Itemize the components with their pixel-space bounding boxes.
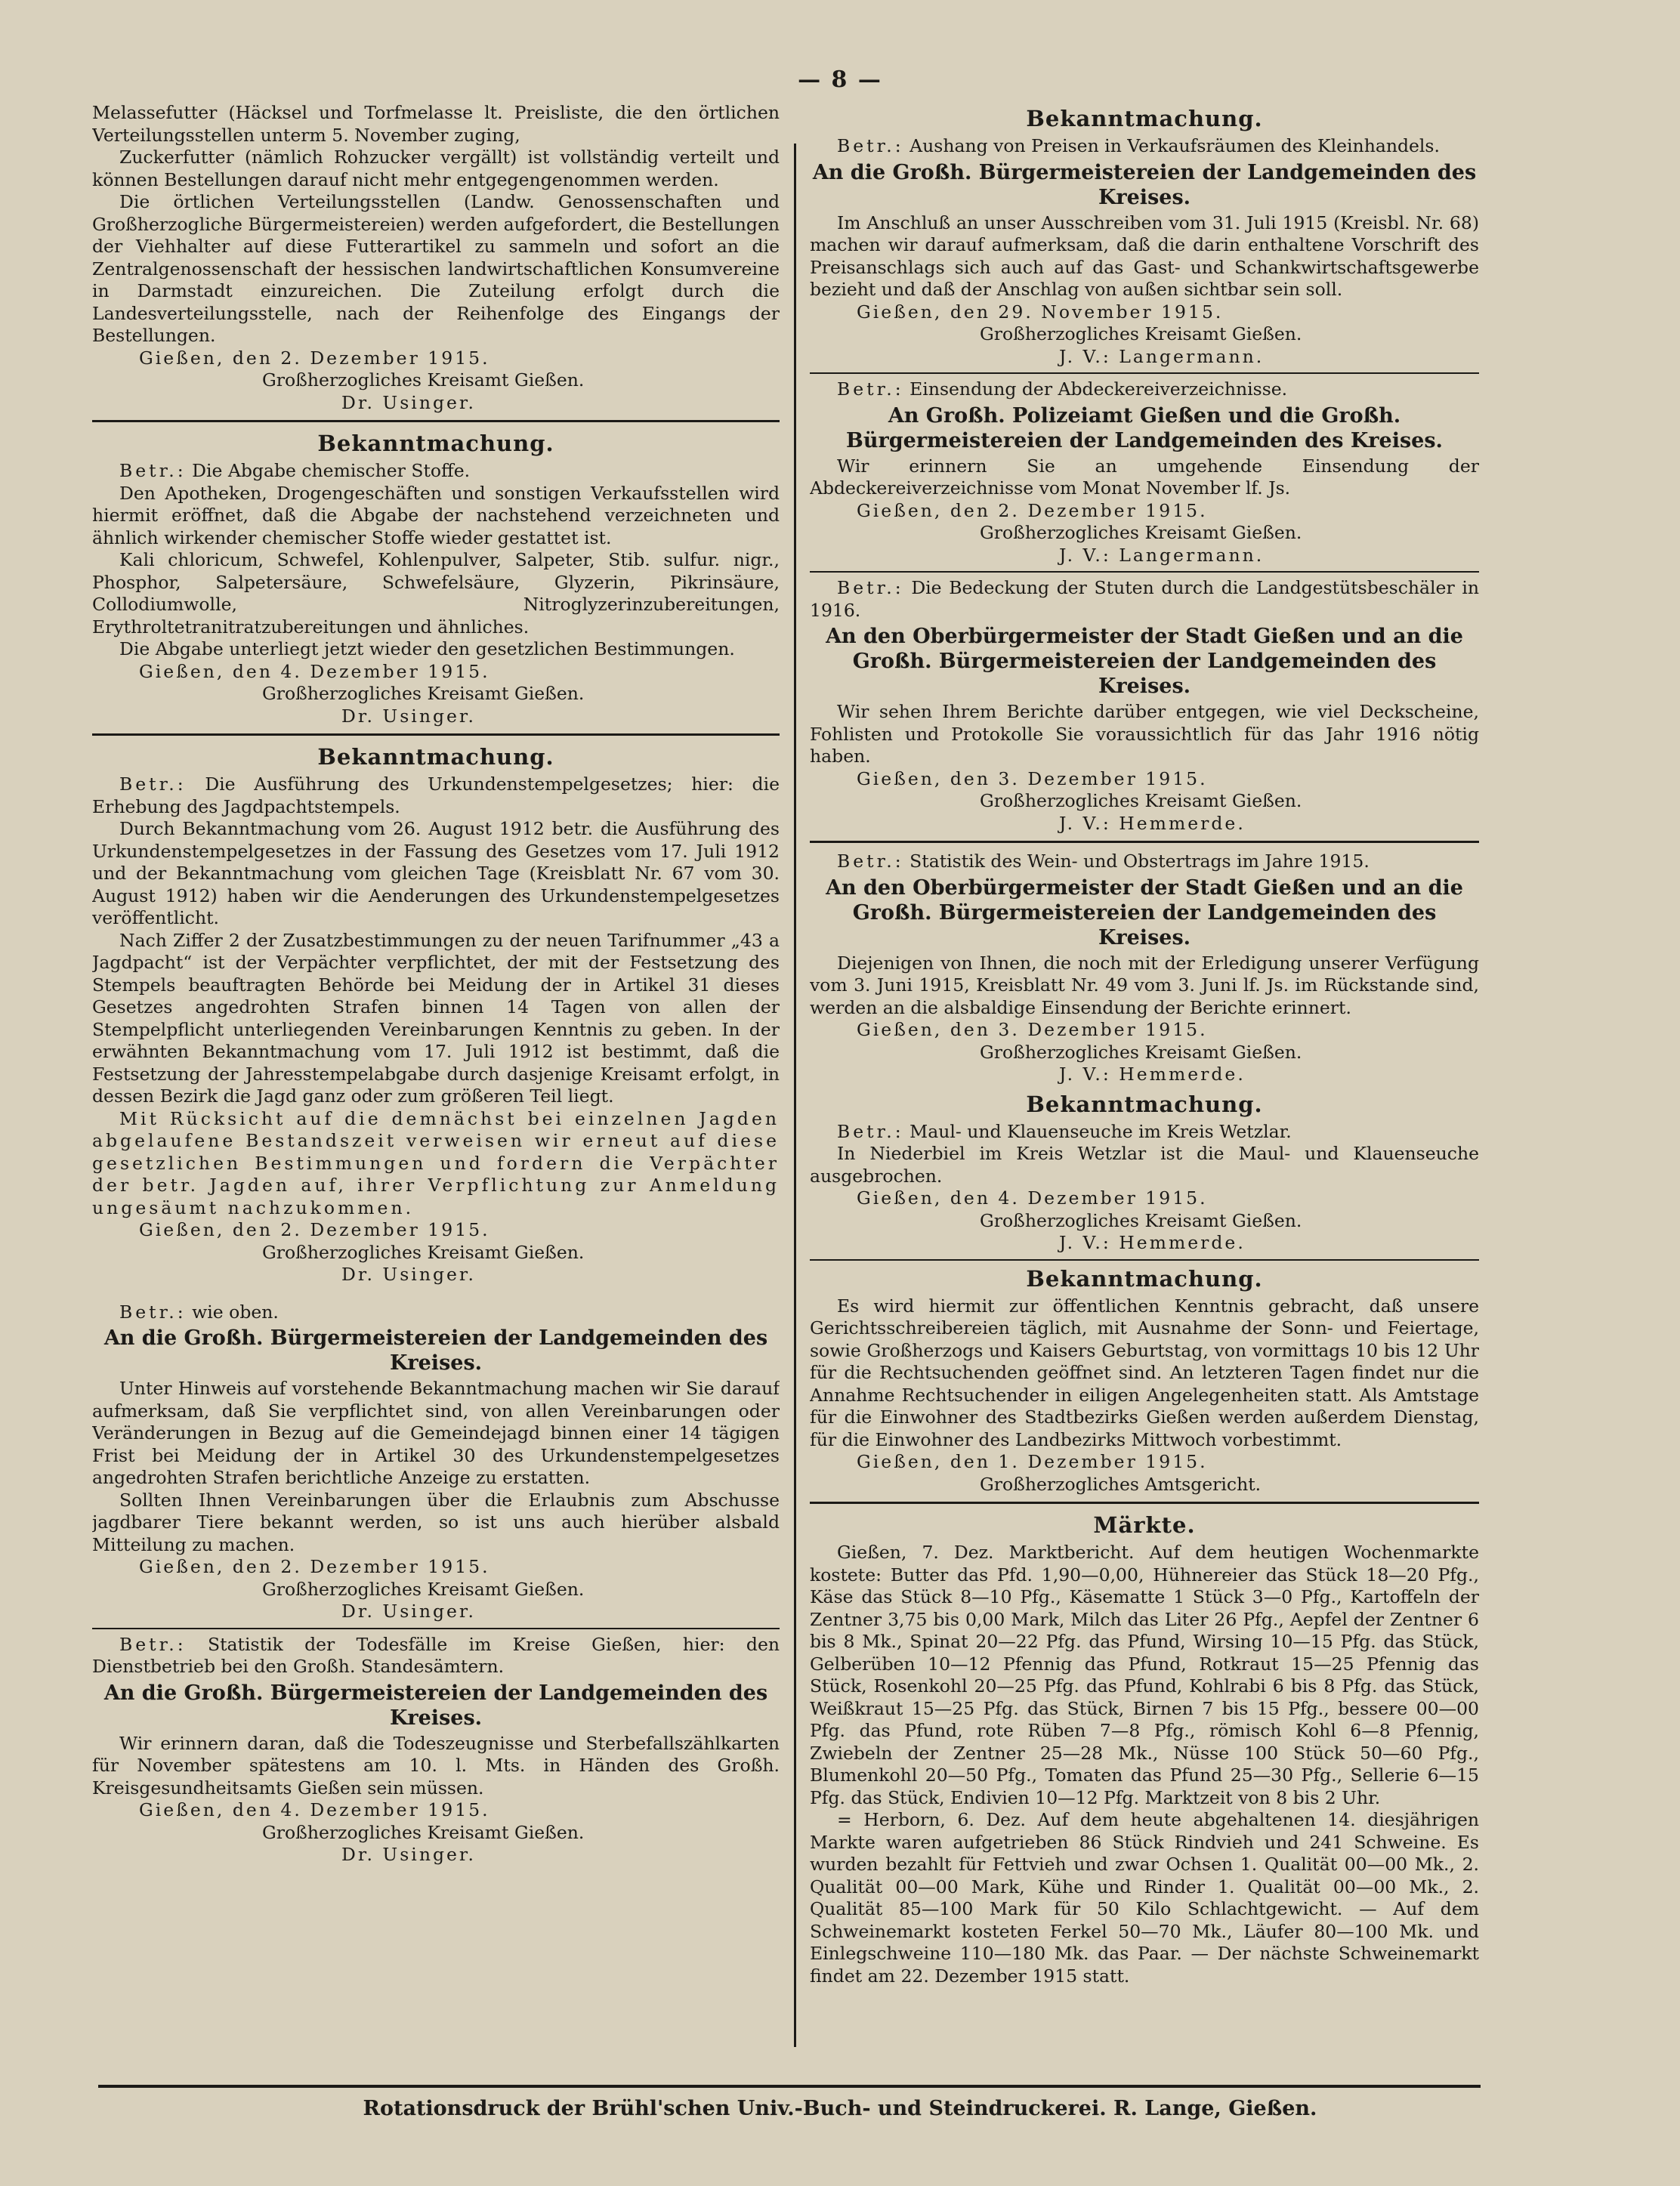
notice-subject: Betr.: Die Ausführung des Urkundenstempelgesetzes; hier: die Erhebung des Jagdpachtstempels.: [92, 773, 780, 817]
notice-paragraph: Diejenigen von Ihnen, die noch mit der Erledigung unserer Verfügung vom 3. Juni 1915, Kreisblatt Nr. 49 vom 3. Juni lf. Js. im Rückstande sind, werden an die alsbaldige Einsendung der Berichte erinnert.: [810, 952, 1479, 1018]
notice-paragraph: Die Abgabe unterliegt jetzt wieder den gesetzlichen Bestimmungen.: [119, 638, 735, 659]
notice-date: Gießen, den 4. Dezember 1915.: [139, 1799, 490, 1820]
notice-addressee: An den Oberbürgermeister der Stadt Gießen und an die Großh. Bürgermeistereien der Landgemeinden des Kreises.: [826, 875, 1463, 949]
notice-office: Großherzogliches Kreisamt Gießen.: [980, 323, 1302, 344]
notice-heading: Bekanntmachung.: [1026, 1091, 1263, 1117]
notice-foot-mouth: [810, 1091, 1479, 1255]
notice-signer: Dr. Usinger.: [341, 391, 477, 413]
notice-office: Großherzogliches Kreisamt Gießen.: [262, 1578, 585, 1600]
notice-subject: Betr.: Maul- und Klauenseuche im Kreis Wetzlar.: [837, 1120, 1292, 1142]
divider: [810, 1259, 1479, 1261]
notice-signer: J. V.: Hemmerde.: [1059, 1232, 1246, 1253]
notice-subject: Betr.: Statistik des Wein- und Obstertrags im Jahre 1915.: [837, 851, 1370, 872]
notice-date: Gießen, den 3. Dezember 1915.: [857, 1019, 1208, 1040]
divider: [810, 571, 1479, 573]
notice-signer: Dr. Usinger.: [341, 1264, 477, 1285]
market-section: [810, 1511, 1479, 1987]
printer-imprint: Rotationsdruck der Brühl'schen Univ.-Buch- und Steindruckerei. R. Lange, Gießen.: [363, 2097, 1317, 2120]
notice-heading: Bekanntmachung.: [317, 431, 554, 456]
notice-hunting-agreements: [92, 1301, 780, 1623]
divider: [92, 733, 780, 736]
notice-signer: J. V.: Langermann.: [1059, 544, 1265, 566]
notice-date: Gießen, den 2. Dezember 1915.: [857, 499, 1208, 521]
notice-heading: Bekanntmachung.: [317, 744, 554, 770]
notice-death-statistics: [92, 1634, 780, 1866]
notice-office: Großherzogliches Kreisamt Gießen.: [262, 1821, 585, 1843]
notice-paragraph: Wir erinnern Sie an umgehende Einsendung der Abdeckereiverzeichnisse vom Monat November lf. Js.: [810, 455, 1479, 499]
notice-paragraph: Durch Bekanntmachung vom 26. August 1912 betr. die Ausführung des Urkundenstempelgesetzes in der Fassung des Gesetzes vom 17. Juli 1912 und der Bekanntmachung vom gleichen Tage (Kreisblatt Nr. 67 vom 30. August 1912) haben wir die Aenderungen des Urkundenstempelgesetzes veröffentlicht.: [92, 818, 780, 928]
notice-paragraph: Nach Ziffer 2 der Zusatzbestimmungen zu der neuen Tarifnummer „43 a Jagdpacht“ ist der Verpächter verpflichtet, der mit der Festsetzung des Stempels beauftragten Behörde bei Meidung der in Artikel 31 dieses Gesetzes angedrohten Strafen binnen 14 Tagen von allen der Stempelpflicht unterliegenden Vereinbarungen Kenntnis zu geben. In der erwähnten Bekanntmachung vom 17. Juli 1912 ist bestimmt, daß die Festsetzung der Jahresstempelabgabe durch dasjenige Kreisamt erfolgt, in dessen Bezirk die Jagd ganz oder zum größeren Teil liegt.: [92, 929, 780, 1107]
notice-paragraph: Den Apotheken, Drogengeschäften und sonstigen Verkaufsstellen wird hiermit eröffnet, daß die Abgabe der nachstehend verzeichneten und ähnlich wirkender chemischer Stoffe wieder gestattet ist.: [92, 482, 780, 548]
notice-date: Gießen, den 2. Dezember 1915.: [139, 1556, 490, 1577]
market-report-herborn: = Herborn, 6. Dez. Auf dem heute abgehaltenen 14. diesjährigen Markte waren aufgetrieben 86 Stück Rindvieh und 241 Schweine. Es wurden bezahlt für Fettvieh und zwar Ochsen 1. Qualität 00—00 Mk., 2. Qualität 00—00 Mark, Kühe und Rinder 1. Qualität 00—00 Mk., 2. Qualität 85—100 Mark für 50 Kilo Schlachtgewicht. — Auf dem Schweinemarkt kosteten Ferkel 50—70 Mk., Läufer 80—100 Mk. und Einlegschweine 110—180 Mk. das Paar. — Der nächste Schweinemarkt findet am 22. Dezember 1915 statt.: [810, 1809, 1479, 1987]
divider: [92, 1628, 780, 1629]
notice-addressee: An die Großh. Bürgermeistereien der Landgemeinden des Kreises.: [103, 1681, 768, 1730]
notice-subject: Betr.: Statistik der Todesfälle im Kreise Gießen, hier: den Dienstbetrieb bei den Großh. Standesämtern.: [92, 1633, 780, 1677]
notice-office: Großherzogliches Kreisamt Gießen.: [980, 522, 1302, 543]
notice-addressee: An Großh. Polizeiamt Gießen und die Großh. Bürgermeistereien der Landgemeinden des Kreises.: [846, 403, 1443, 452]
fodder-line-3: Die örtlichen Verteilungsstellen (Landw. Genossenschaften und Großherzogliche Bürgermeistereien) werden aufgefordert, die Bestellungen der Viehhalter auf diese Futterartikel zu sammeln und sofort an die Zentralgenossenschaft der hessischen landwirtschaftlichen Konsumvereine in Darmstadt einzureichen. Die Zuteilung erfolgt durch die Landesverteilungsstelle, nach der Reihenfolge des Eingangs der Bestellungen.: [92, 191, 780, 346]
notice-chemicals: [92, 430, 780, 727]
notice-date: Gießen, den 4. Dezember 1915.: [139, 660, 490, 682]
divider: [810, 1502, 1479, 1504]
notice-paragraph: Unter Hinweis auf vorstehende Bekanntmachung machen wir Sie darauf aufmerksam, daß Sie verpflichtet sind, von allen Vereinbarungen oder Veränderungen in Bezug auf die Gemeindejagd binnen einer 14 tägigen Frist bei Meidung der in Artikel 30 des Urkundenstempelgesetzes angedrohten Strafen berichtliche Anzeige zu erstatten.: [92, 1378, 780, 1488]
notice-office: Großherzogliches Kreisamt Gießen.: [980, 790, 1302, 811]
right-column: [810, 102, 1479, 2058]
divider: [92, 420, 780, 422]
notice-office: Großherzogliches Kreisamt Gießen.: [980, 1209, 1302, 1231]
market-heading: Märkte.: [1093, 1512, 1196, 1538]
divider: [810, 372, 1479, 374]
notice-heading: Bekanntmachung.: [1026, 1265, 1263, 1292]
notice-subject: Betr.: Aushang von Preisen in Verkaufsräumen des Kleinhandels.: [837, 135, 1440, 156]
notice-subject: Betr.: Einsendung der Abdeckereiverzeichnisse.: [837, 378, 1288, 400]
notice-signer: J. V.: Langermann.: [1059, 345, 1265, 367]
market-report-giessen: Gießen, 7. Dez. Marktbericht. Auf dem heutigen Wochenmarkte kostete: Butter das Pfd. 1,90—0,00, Hühnereier das Stück 18—20 Pfg., Käse das Stück 8—10 Pfg., Käsematte 1 Stück 3—0 Pfg., Kartoffeln der Zentner 3,75 bis 0,00 Mark, Milch das Liter 26 Pfg., Aepfel der Zentner 6 bis 8 Mk., Spinat 20—22 Pfg. das Pfund, Wirsing 10—15 Pfg. das Stück, Gelberüben 10—12 Pfennig das Pfund, Rotkraut 15—25 Pfennig das Stück, Rosenkohl 20—25 Pfg. das Pfund, Kohlrabi 6 bis 8 Pfg. das Stück, Weißkraut 15—25 Pfg. das Stück, Birnen 7 bis 15 Pfg., bessere 00—00 Pfg. das Pfund, rote Rüben 7—8 Pfg., römisch Kohl 6—8 Pfennig, Zwiebeln der Zentner 25—28 Mk., Nüsse 100 Stück 50—60 Pfg., Blumenkohl 20—50 Pfg., Tomaten das Pfund 25—30 Pfg., Sellerie 6—15 Pfg. das Stück, Endivien 10—12 Pfg. Marktzeit von 8 bis 2 Uhr.: [810, 1542, 1479, 1808]
notice-paragraph: Es wird hiermit zur öffentlichen Kenntnis gebracht, daß unsere Gerichtsschreibereien täglich, mit Ausnahme der Sonn- und Feiertage, sowie Großherzogs und Kaisers Geburtstag, von vormittags 10 bis 12 Uhr für die Rechtsuchenden geöffnet sind. An letzteren Tagen findet nur die Annahme Rechtsuchender in eiligen Angelegenheiten statt. Als Amtstage für die Einwohner des Stadtbezirks Gießen werden außerdem Dienstag, für die Einwohner des Landbezirks Mittwoch vorbestimmt.: [810, 1295, 1479, 1450]
notice-date: Gießen, den 2. Dezember 1915.: [139, 1219, 490, 1240]
notice-stallions: [810, 577, 1479, 835]
notice-addressee: An die Großh. Bürgermeistereien der Landgemeinden des Kreises.: [812, 160, 1477, 209]
notice-heading: Bekanntmachung.: [1026, 106, 1263, 131]
notice-subject: Betr.: Die Abgabe chemischer Stoffe.: [119, 460, 471, 481]
notice-paragraph: Im Anschluß an unser Ausschreiben vom 31. Juli 1915 (Kreisbl. Nr. 68) machen wir darauf aufmerksam, daß die darin enthaltene Vorschrift des Preisanschlags sich auch auf das Gast- und Schankwirtschaftsgewerbe bezieht und daß der Anschlag von außen sichtbar sein soll.: [810, 211, 1479, 300]
notice-office: Großherzogliches Kreisamt Gießen.: [262, 1241, 585, 1263]
notice-date: Gießen, den 3. Dezember 1915.: [857, 767, 1208, 789]
notice-addressee: An die Großh. Bürgermeistereien der Landgemeinden des Kreises.: [103, 1326, 768, 1375]
footer-rule: [98, 2085, 1481, 2088]
notice-subject: Betr.: Die Bedeckung der Stuten durch die Landgestütsbeschäler in 1916.: [810, 577, 1479, 621]
notice-office: Großherzogliches Kreisamt Gießen.: [262, 369, 585, 391]
notice-office: Großherzogliches Kreisamt Gießen.: [980, 1041, 1302, 1063]
divider: [810, 841, 1479, 843]
notice-signer: Dr. Usinger.: [341, 1601, 477, 1622]
notice-office: Großherzogliches Kreisamt Gießen.: [262, 683, 585, 704]
notice-date: Gießen, den 2. Dezember 1915.: [139, 347, 490, 369]
notice-paragraph: Kali chloricum, Schwefel, Kohlenpulver, Salpeter, Stib. sulfur. nigr., Phosphor, Salpetersäure, Schwefelsäure, Glyzerin, Pikrinsäure, Collodiumwolle, Nitroglyzerinzubereitungen, Erythroltetranitratzubereitungen und ähnliches.: [92, 549, 780, 638]
notice-addressee: An den Oberbürgermeister der Stadt Gießen und an die Großh. Bürgermeistereien der Landgemeinden des Kreises.: [826, 625, 1463, 698]
left-column: [92, 102, 780, 2058]
column-divider: [794, 144, 796, 2047]
notice-paragraph: In Niederbiel im Kreis Wetzlar ist die Maul- und Klauenseuche ausgebrochen.: [810, 1143, 1479, 1187]
fodder-line-1: Melassefutter (Häcksel und Torfmelasse lt. Preisliste, die den örtlichen Verteilungsstellen unterm 5. November zuging,: [92, 102, 780, 146]
notice-knacker-lists: [810, 378, 1479, 567]
notice-subject: Betr.: wie oben.: [119, 1301, 279, 1323]
notice-price-display: [810, 105, 1479, 368]
page-number: — 8 —: [798, 66, 882, 93]
notice-office: Großherzogliches Amtsgericht.: [980, 1473, 1262, 1495]
notice-stamp-tax: [92, 743, 780, 1286]
notice-paragraph: Sollten Ihnen Vereinbarungen über die Erlaubnis zum Abschusse jagdbarer Tiere bekannt werden, so ist uns auch hierüber alsbald Mitteilung zu machen.: [92, 1489, 780, 1555]
notice-date: Gießen, den 1. Dezember 1915.: [857, 1451, 1208, 1472]
notice-signer: J. V.: Hemmerde.: [1059, 1064, 1246, 1085]
fodder-line-2: Zuckerfutter (nämlich Rohzucker vergällt) ist vollständig verteilt und können Bestellungen darauf nicht mehr entgegengenommen werden.: [92, 147, 780, 190]
notice-signer: Dr. Usinger.: [341, 1844, 477, 1865]
notice-fodder: [92, 102, 780, 414]
notice-wine-fruit: [810, 851, 1479, 1086]
notice-court-hours: [810, 1265, 1479, 1496]
notice-paragraph: Wir sehen Ihrem Berichte darüber entgegen, wie viel Deckscheine, Fohlisten und Protokolle Sie voraussichtlich für das Jahr 1916 nötig haben.: [810, 701, 1479, 767]
notice-date: Gießen, den 4. Dezember 1915.: [857, 1187, 1208, 1209]
notice-date: Gießen, den 29. November 1915.: [857, 301, 1224, 323]
notice-signer: J. V.: Hemmerde.: [1059, 812, 1246, 834]
notice-paragraph: Wir erinnern daran, daß die Todeszeugnisse und Sterbefallszählkarten für November spätestens am 10. l. Mts. in Händen des Großh. Kreisgesundheitsamts Gießen sein müssen.: [92, 1732, 780, 1799]
notice-paragraph: Mit Rücksicht auf die demnächst bei einzelnen Jagden abgelaufene Bestandszeit verweisen wir erneut auf diese gesetzlichen Bestimmungen und fordern die Verpächter der betr. Jagden auf, ihrer Verpflichtung zur Anmeldung ungesäumt nachzukommen.: [92, 1107, 780, 1218]
notice-signer: Dr. Usinger.: [341, 705, 477, 727]
